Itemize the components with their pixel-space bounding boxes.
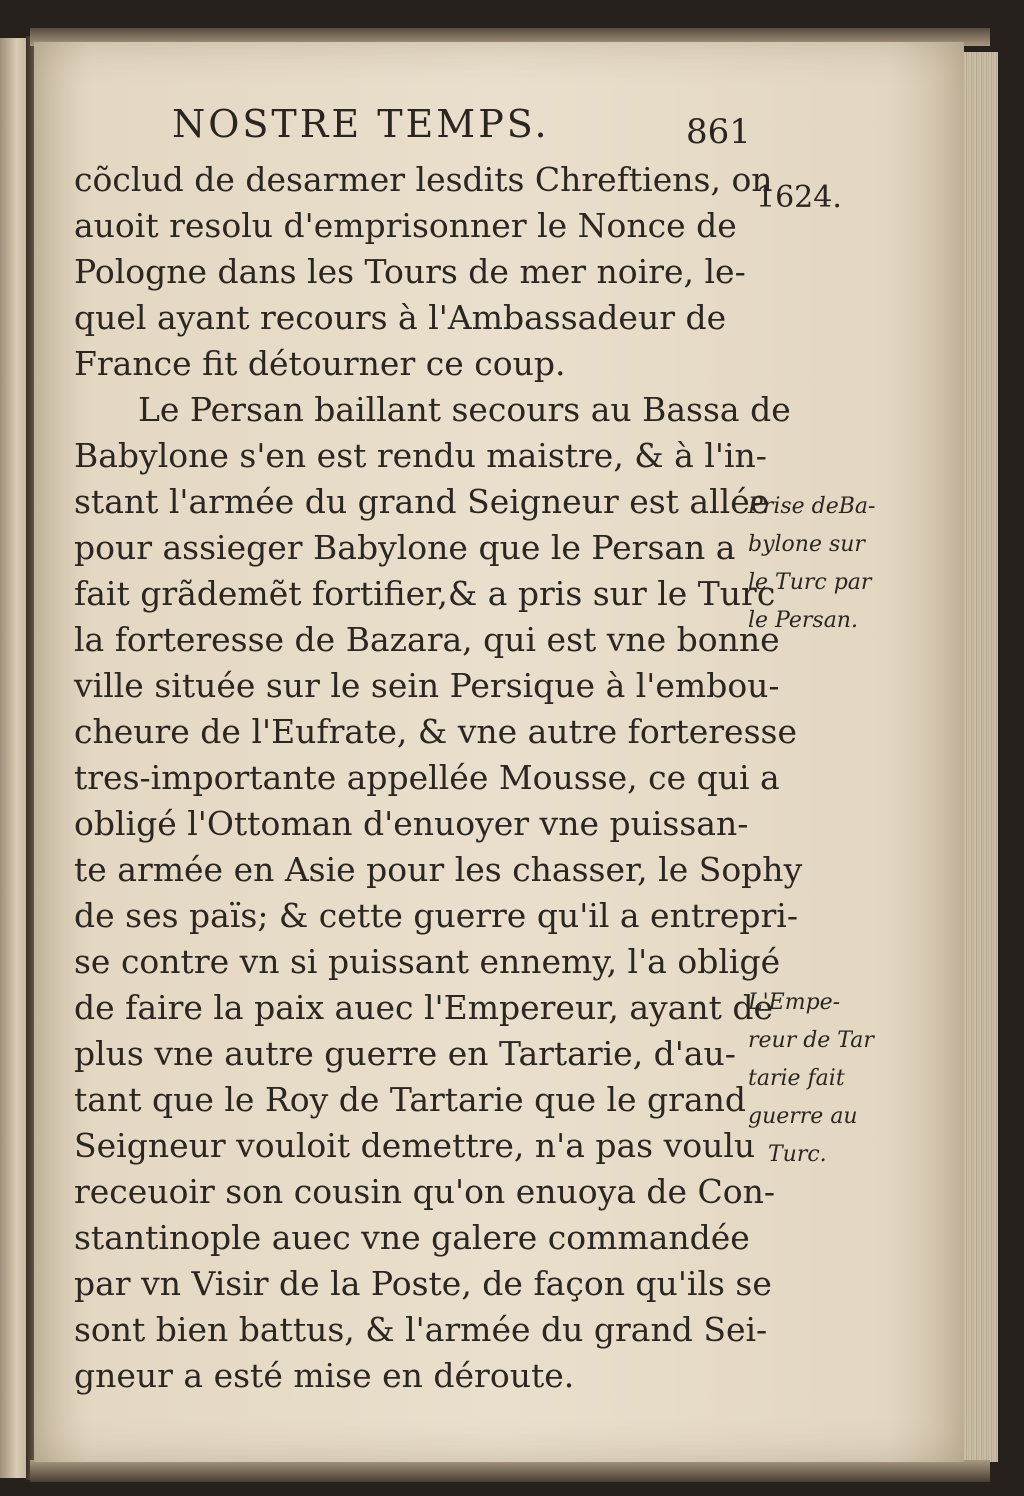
margin-note-line: le Turc par [748, 570, 872, 595]
body-line: quel ayant recours à l'Ambassadeur de [74, 298, 727, 337]
margin-note-line: guerre au [748, 1104, 858, 1129]
body-line: stant l'armée du grand Seigneur est allée [74, 482, 770, 521]
body-line: te armée en Asie pour les chasser, le Sophy [74, 850, 803, 889]
body-line: pour assieger Babylone que le Persan a [74, 528, 736, 567]
body-line: cheure de l'Eufrate, & vne autre forteresse [74, 712, 797, 751]
body-line: Le Persan baillant secours au Bassa de [138, 390, 791, 429]
body-line: France fit détourner ce coup. [74, 344, 566, 383]
body-line: tant que le Roy de Tartarie que le grand [74, 1080, 747, 1119]
margin-note-line: tarie fait [748, 1066, 845, 1091]
margin-note-line: reur de Tar [748, 1028, 874, 1053]
body-line: la forteresse de Bazara, qui est vne bonne [74, 620, 780, 659]
body-line: stantinople auec vne galere commandée [74, 1218, 750, 1257]
body-line: auoit resolu d'emprisonner le Nonce de [74, 206, 737, 245]
body-line: tres-importante appellée Mousse, ce qui a [74, 758, 780, 797]
body-line: sont bien battus, & l'armée du grand Sei- [74, 1310, 768, 1349]
body-line: de faire la paix auec l'Empereur, ayant de [74, 988, 773, 1027]
running-title: NOSTRE TEMPS. [172, 102, 550, 146]
fore-edge [962, 52, 998, 1462]
margin-note-line: Turc. [768, 1142, 827, 1167]
margin-note-line: Prise deBa- [748, 494, 876, 519]
margin-note-line: le Persan. [748, 608, 858, 633]
body-line: se contre vn si puissant ennemy, l'a obligé [74, 942, 781, 981]
margin-note-line: bylone sur [748, 532, 865, 557]
margin-year: 1624. [756, 180, 842, 215]
body-line: fait grãdemẽt fortifier,& a pris sur le Turc [74, 574, 776, 613]
body-line: par vn Visir de la Poste, de façon qu'ils se [74, 1264, 772, 1303]
body-line: cõclud de desarmer lesdits Chreftiens, on [74, 160, 773, 199]
body-line: Babylone s'en est rendu maistre, & à l'in- [74, 436, 767, 475]
page-number: 861 [686, 112, 751, 152]
body-line: receuoir son cousin qu'on enuoya de Con- [74, 1172, 776, 1211]
body-line: Pologne dans les Tours de mer noire, le- [74, 252, 746, 291]
body-line: de ses païs; & cette guerre qu'il a entrepri- [74, 896, 798, 935]
body-line: gneur a esté mise en déroute. [74, 1356, 575, 1395]
body-line: plus vne autre guerre en Tartarie, d'au- [74, 1034, 736, 1073]
body-line: ville située sur le sein Persique à l'embou- [74, 666, 780, 705]
bottom-page-edge [30, 1460, 990, 1482]
body-line: obligé l'Ottoman d'enuoyer vne puissan- [74, 804, 749, 843]
body-line: Seigneur vouloit demettre, n'a pas voulu [74, 1126, 756, 1165]
margin-note-line: L'Empe- [748, 990, 841, 1015]
